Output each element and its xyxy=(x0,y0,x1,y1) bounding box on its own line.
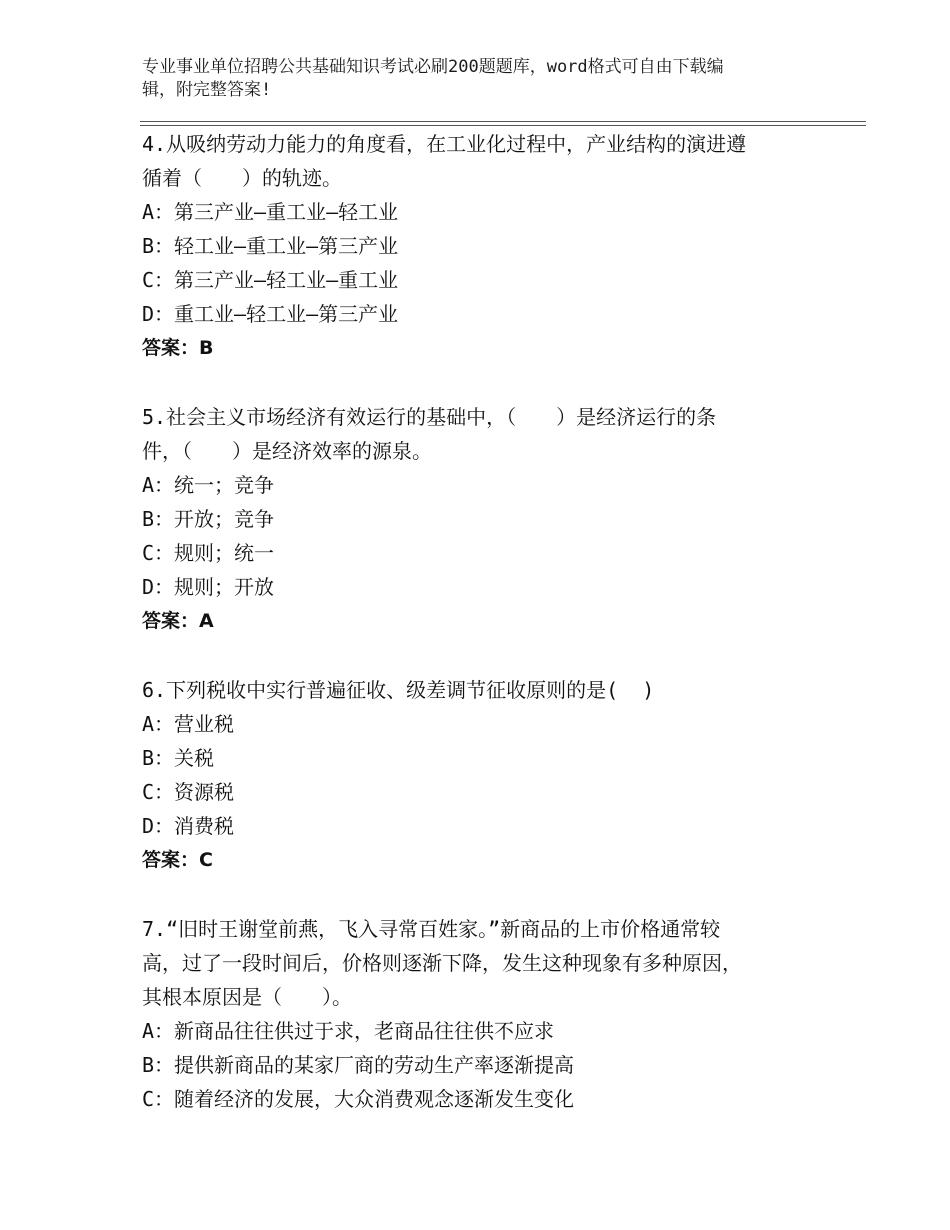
question-stem-line: 4.从吸纳劳动力能力的角度看，在工业化过程中，产业结构的演进遵 xyxy=(142,132,747,156)
question-stem-line: 7.“旧时王谢堂前燕，飞入寻常百姓家。”新商品的上市价格通常较 xyxy=(142,917,721,941)
question-stem-line: 6.下列税收中实行普遍征收、级差调节征收原则的是( ) xyxy=(142,678,655,702)
header-divider-top xyxy=(140,121,866,122)
option-c: C：规则；统一 xyxy=(142,541,275,565)
option-a: A：统一；竞争 xyxy=(142,473,275,497)
question-stem-line: 高，过了一段时间后，价格则逐渐下降，发生这种现象有多种原因， xyxy=(142,951,742,975)
option-b: B：提供新商品的某家厂商的劳动生产率逐渐提高 xyxy=(142,1053,575,1077)
document-header xyxy=(142,56,782,102)
question-stem-line: 5.社会主义市场经济有效运行的基础中，（ ）是经济运行的条 xyxy=(142,405,717,429)
answer-label: 答案：B xyxy=(142,337,214,359)
question-stem-line: 其根本原因是（ ）。 xyxy=(142,985,352,1009)
question-stem-line: 件，（ ）是经济效率的源泉。 xyxy=(142,439,432,463)
option-c: C：资源税 xyxy=(142,780,235,804)
option-c: C：随着经济的发展，大众消费观念逐渐发生变化 xyxy=(142,1087,575,1111)
option-d: D：消费税 xyxy=(142,814,235,838)
option-d: D：规则；开放 xyxy=(142,575,275,599)
question-6 xyxy=(142,673,822,877)
option-c: C：第三产业—轻工业—重工业 xyxy=(142,268,399,292)
answer-label: 答案：A xyxy=(142,610,214,632)
option-b: B：关税 xyxy=(142,746,215,770)
option-a: A：第三产业—重工业—轻工业 xyxy=(142,200,399,224)
header-line-1: 专业事业单位招聘公共基础知识考试必刷200题题库，word格式可自由下载编 xyxy=(142,57,724,77)
header-divider-bottom xyxy=(140,125,866,126)
question-4 xyxy=(142,127,822,365)
question-7 xyxy=(142,912,822,1116)
question-5 xyxy=(142,400,822,638)
question-stem-line: 循着（ ）的轨迹。 xyxy=(142,166,342,190)
header-line-2: 辑，附完整答案! xyxy=(142,80,272,100)
option-b: B：开放；竞争 xyxy=(142,507,275,531)
option-a: A：营业税 xyxy=(142,712,235,736)
answer-label: 答案：C xyxy=(142,849,213,871)
option-a: A：新商品往往供过于求，老商品往往供不应求 xyxy=(142,1019,555,1043)
option-d: D：重工业—轻工业—第三产业 xyxy=(142,302,399,326)
option-b: B：轻工业—重工业—第三产业 xyxy=(142,234,399,258)
